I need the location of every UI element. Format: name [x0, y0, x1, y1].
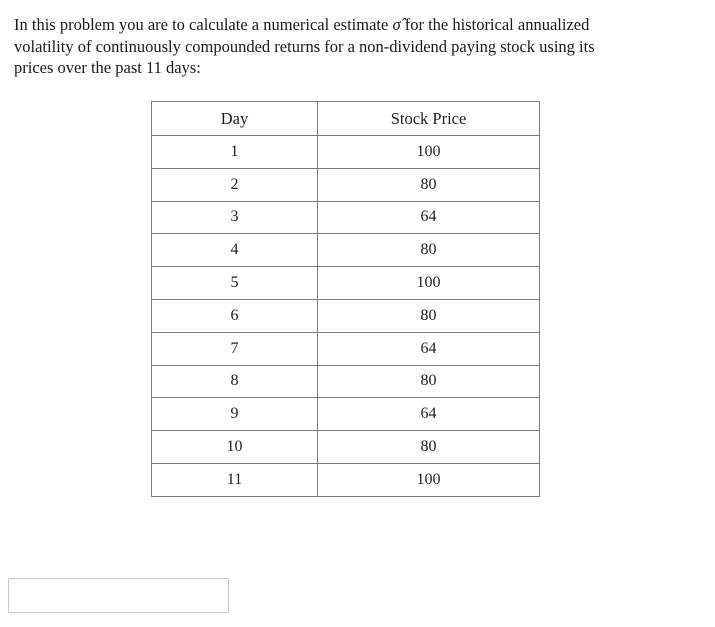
table-row [152, 332, 540, 365]
header-stock-price: Stock Price [318, 102, 540, 136]
price-cell: 64 [318, 398, 540, 431]
table-row [152, 463, 540, 496]
price-cell: 64 [318, 201, 540, 234]
answer-input[interactable] [8, 578, 229, 613]
table-row [152, 136, 540, 169]
price-cell: 80 [318, 168, 540, 201]
day-cell: 2 [152, 168, 318, 201]
table-row [152, 431, 540, 464]
day-cell: 6 [152, 299, 318, 332]
sigma-hat-symbol: σ̂ [392, 15, 401, 34]
price-cell: 64 [318, 332, 540, 365]
problem-statement [14, 14, 694, 79]
problem-line-1-end: for the historical annualized [400, 15, 590, 34]
table-row [152, 365, 540, 398]
problem-line-3: prices over the past 11 days: [14, 58, 201, 77]
table-row [152, 299, 540, 332]
table-row [152, 267, 540, 300]
price-cell: 100 [318, 136, 540, 169]
price-cell: 80 [318, 299, 540, 332]
table-row [152, 234, 540, 267]
day-cell: 3 [152, 201, 318, 234]
day-cell: 5 [152, 267, 318, 300]
day-cell: 9 [152, 398, 318, 431]
price-cell: 80 [318, 431, 540, 464]
header-day: Day [152, 102, 318, 136]
day-cell: 8 [152, 365, 318, 398]
day-cell: 7 [152, 332, 318, 365]
price-cell: 100 [318, 267, 540, 300]
table-row [152, 168, 540, 201]
table-row [152, 398, 540, 431]
price-cell: 100 [318, 463, 540, 496]
day-cell: 10 [152, 431, 318, 464]
day-cell: 11 [152, 463, 318, 496]
stock-price-table [151, 101, 540, 497]
day-cell: 4 [152, 234, 318, 267]
problem-line-2: volatility of continuously compounded returns for a non-dividend paying stock using its [14, 36, 595, 56]
price-cell: 80 [318, 234, 540, 267]
problem-line-1 [14, 14, 694, 36]
table-row [152, 201, 540, 234]
day-cell: 1 [152, 136, 318, 169]
problem-line-1-start: In this problem you are to calculate a numerical estimate [14, 15, 393, 34]
price-cell: 80 [318, 365, 540, 398]
table-header-row [152, 102, 540, 136]
